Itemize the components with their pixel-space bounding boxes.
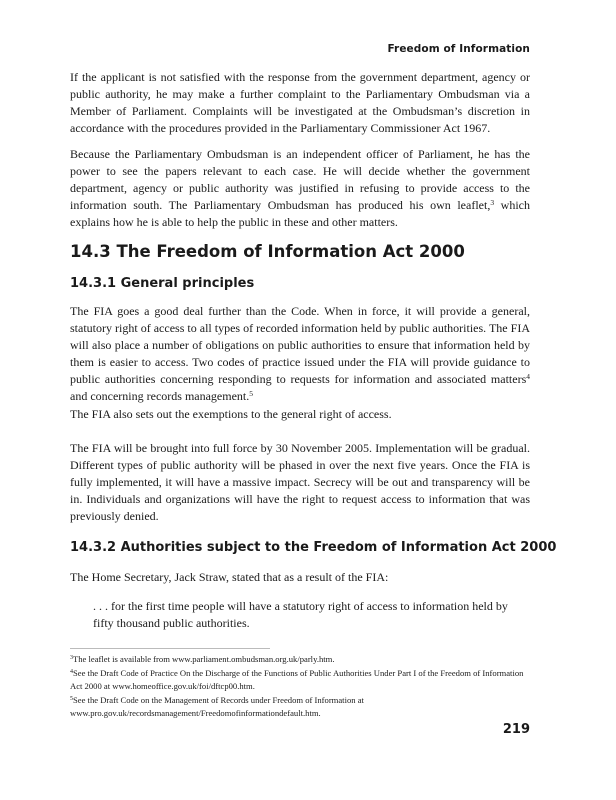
footnote-number: 3 (70, 655, 73, 661)
running-head: Freedom of Information (387, 43, 530, 55)
paragraph-fia-exemptions: The FIA also sets out the exemptions to the general right of access. (70, 407, 392, 421)
section-heading-14-3: 14.3 The Freedom of Information Act 2000 (70, 242, 465, 261)
paragraph-text: and concerning records management. (70, 389, 250, 403)
subsection-heading-14-3-2: 14.3.2 Authorities subject to the Freedom of Information Act 2000 (70, 540, 557, 555)
footnote-number: 5 (70, 695, 73, 702)
paragraph-home-secretary: The Home Secretary, Jack Straw, stated that as a result of the FIA: (70, 570, 389, 584)
footnote-text: See the Draft Code of Practice On the Discharge of the Functions of Public Authorities Under Part I of the Freedom of Information Act 2000 at www.homeoffice.gov.uk/foi/dftcp00.htm. (70, 667, 524, 692)
block-quote: . . . for the first time people will have a statutory right of access to information held by fifty thousand public authorities. (93, 599, 508, 630)
footnote-text: The leaflet is available from www.parliament.ombudsman.org.uk/parly.htm. (73, 654, 335, 664)
footnote-number: 4 (70, 668, 73, 675)
paragraph-text: which explains how he is able to help the public in these and other matters. (70, 198, 530, 229)
paragraph-text: The FIA goes a good deal further than the Code. When in force, it will provide a general, statutory right of access to all types of recorded information held by public authorities. The FIA will also place a number of obligations on public authorities to ensure that information held by them is easier to access. Two codes of practice issued under the FIA will provide guidance to public authorities concerning responding to requests for information and associated matters (70, 304, 530, 386)
footnote-ref: 3 (490, 198, 495, 207)
paragraph-text: Because the Parliamentary Ombudsman is an independent officer of Parliament, he has the power to see the papers relevant to each case. He will decide whether the government department, agency or public authority was justified in refusing to provide access to the information south. The Parliamentary Ombudsman has produced his own leaflet, (70, 147, 530, 212)
paragraph-ombudsman-powers (70, 146, 530, 231)
page-number: 219 (502, 722, 530, 737)
paragraph-ombudsman-complaint: If the applicant is not satisfied with the response from the government department, agency or public authority, he may make a further complaint to the Parliamentary Ombudsman via a Member of Parliament. Complaints will be investigated at the Ombudsman’s discretion in accordance with the procedures provided in the Parliamentary Commissioner Act 1967. (70, 70, 530, 135)
paragraph-fia-general (70, 303, 530, 405)
footnote-ref: 4 (526, 372, 530, 381)
footnote-4 (70, 667, 530, 694)
footnotes (70, 653, 530, 721)
footnote-ref: 5 (249, 389, 254, 398)
footnote-text: See the Draft Code on the Management of Records under Freedom of Information at www.pro.gov.uk/recordsmanagement/Freedomofinformationdefault.htm. (70, 694, 364, 719)
subsection-heading-14-3-1: 14.3.1 General principles (70, 276, 255, 291)
footnote-divider (70, 648, 270, 649)
paragraph-fia-implementation: The FIA will be brought into full force by 30 November 2005. Implementation will be gradual. Different types of public authority will be phased in over the next five years. Once the FIA is fully implemented, it will have a massive impact. Secrecy will be out and transparency will be in. Individuals and organizations will have the right to request access to information that was previously denied. (70, 441, 530, 523)
footnote-5 (70, 694, 530, 721)
footnote-3 (70, 653, 530, 667)
